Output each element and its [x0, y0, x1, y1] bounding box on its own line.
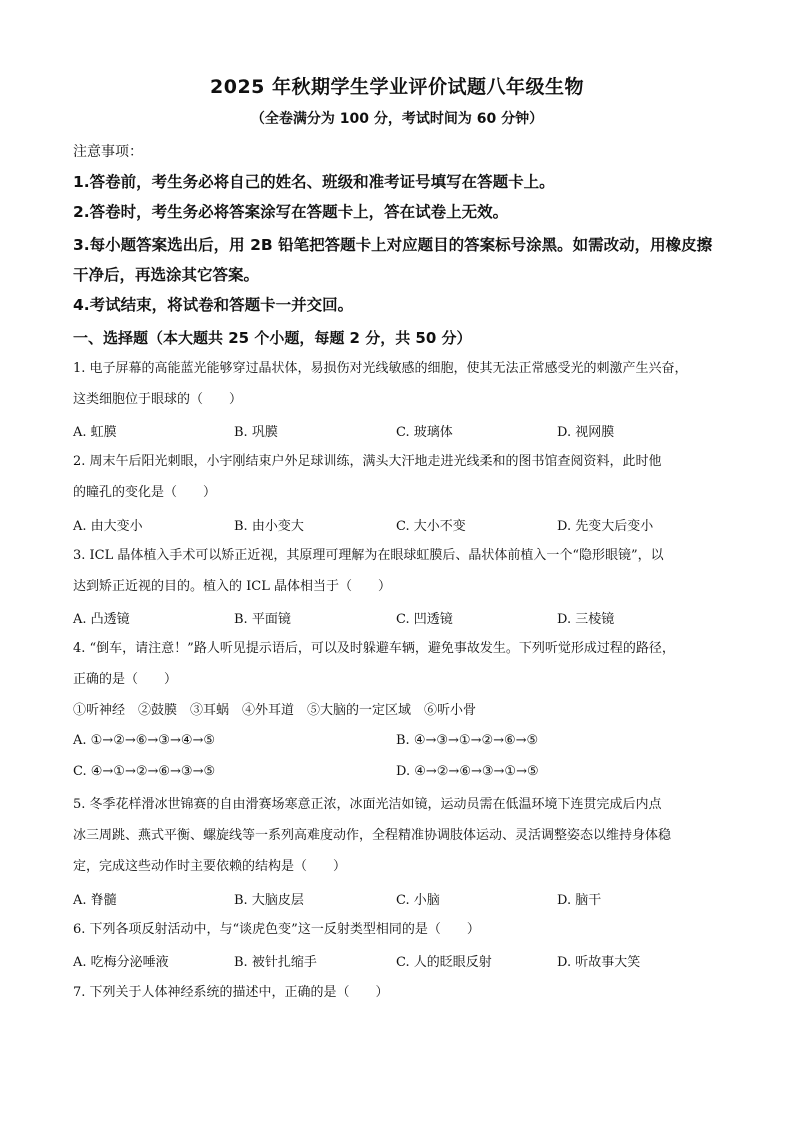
question-text: 4. “倒车，请注意！”路人听见提示语后，可以及时躲避车辆，避免事故发生。下列听觉形成过程的路径， [73, 641, 675, 656]
question-5 [73, 789, 723, 882]
options-row [73, 515, 723, 537]
option-d: D. 视网膜 [557, 425, 615, 440]
question-text: 1. 电子屏幕的高能蓝光能够穿过晶状体，易损伤对光线敏感的细胞，使其无法正常感受光的刺激产生兴奋， [73, 361, 688, 376]
option-c: C. 玻璃体 [396, 425, 453, 440]
question-text: 的瞳孔的变化是（ ） [73, 485, 217, 500]
option-c: C. 小脑 [396, 893, 440, 908]
option-a: A. ①→②→⑥→③→④→⑤ [73, 733, 216, 748]
question-text: 3. ICL 晶体植入手术可以矫正近视，其原理可理解为在眼球虹膜后、晶状体前植入一个“隐形眼镜”，以 [73, 548, 664, 563]
options-row [73, 889, 723, 911]
note-item: 3.每小题答案选出后，用 2B 铅笔把答题卡上对应题目的答案标号涂黑。如需改动，用橡皮擦 [73, 236, 713, 254]
options-row [73, 764, 723, 786]
option-d: D. 三棱镜 [557, 612, 615, 627]
notes-heading: 注意事项： [73, 144, 143, 160]
page-title: 2025 年秋期学生学业评价试题八年级生物 [210, 76, 584, 98]
option-a: A. 凸透镜 [73, 612, 130, 627]
note-item: 4.考试结束，将试卷和答题卡一并交回。 [73, 296, 354, 314]
option-c: C. 凹透镜 [396, 612, 453, 627]
question-4 [73, 633, 723, 726]
question-6 [73, 914, 723, 945]
note-item: 2.答卷时，考生务必将答案涂写在答题卡上，答在试卷上无效。 [73, 203, 509, 221]
question-text: 正确的是（ ） [73, 672, 178, 687]
option-b: B. 被针扎缩手 [234, 955, 317, 970]
note-item: 1.答卷前，考生务必将自己的姓名、班级和准考证号填写在答题卡上。 [73, 173, 555, 191]
question-text: 这类细胞位于眼球的（ ） [73, 392, 243, 407]
option-b: B. 平面镜 [234, 612, 291, 627]
option-c: C. 人的眨眼反射 [396, 955, 492, 970]
question-text: 6. 下列各项反射活动中，与“谈虎色变”这一反射类型相同的是（ ） [73, 922, 480, 937]
options-row [73, 421, 723, 443]
option-b: B. 巩膜 [234, 425, 278, 440]
note-item: 干净后，再选涂其它答案。 [73, 266, 260, 284]
option-d: D. 先变大后变小 [557, 519, 654, 534]
question-2 [73, 446, 723, 508]
options-row [73, 733, 723, 755]
question-text: 5. 冬季花样滑冰世锦赛的自由滑赛场寒意正浓，冰面光洁如镜，运动员需在低温环境下连贯完成后内点 [73, 797, 662, 812]
question-text: ①听神经 ②鼓膜 ③耳蜗 ④外耳道 ⑤大脑的一定区域 ⑥听小骨 [73, 703, 477, 718]
option-b: B. 大脑皮层 [234, 893, 304, 908]
question-text: 冰三周跳、燕式平衡、螺旋线等一系列高难度动作，全程精准协调肢体运动、灵活调整姿态以维持身体稳 [73, 828, 672, 843]
option-a: A. 脊髓 [73, 893, 117, 908]
option-b: B. 由小变大 [234, 519, 304, 534]
section-heading: 一、选择题（本大题共 25 个小题，每题 2 分，共 50 分） [73, 329, 472, 347]
question-1 [73, 353, 723, 415]
question-text: 达到矫正近视的目的。植入的 ICL 晶体相当于（ ） [73, 579, 391, 594]
question-text: 2. 周末午后阳光刺眼，小宇刚结束户外足球训练，满头大汗地走进光线柔和的图书馆查阅资料，此时他 [73, 454, 662, 469]
option-d: D. 听故事大笑 [557, 955, 641, 970]
option-a: A. 吃梅分泌唾液 [73, 955, 169, 970]
option-a: A. 虹膜 [73, 425, 117, 440]
option-c: C. ④→①→②→⑥→③→⑤ [73, 764, 216, 779]
question-text: 7. 下列关于人体神经系统的描述中，正确的是（ ） [73, 985, 389, 1000]
options-row [73, 951, 723, 973]
question-text: 定，完成这些动作时主要依赖的结构是（ ） [73, 859, 347, 874]
option-d: D. 脑干 [557, 893, 602, 908]
question-3 [73, 540, 723, 602]
question-7 [73, 977, 723, 1008]
option-b: B. ④→③→①→②→⑥→⑤ [396, 733, 539, 748]
option-c: C. 大小不变 [396, 519, 466, 534]
option-d: D. ④→②→⑥→③→①→⑤ [396, 764, 539, 779]
page-subtitle: （全卷满分为 100 分，考试时间为 60 分钟） [250, 111, 544, 127]
options-row [73, 608, 723, 630]
option-a: A. 由大变小 [73, 519, 143, 534]
